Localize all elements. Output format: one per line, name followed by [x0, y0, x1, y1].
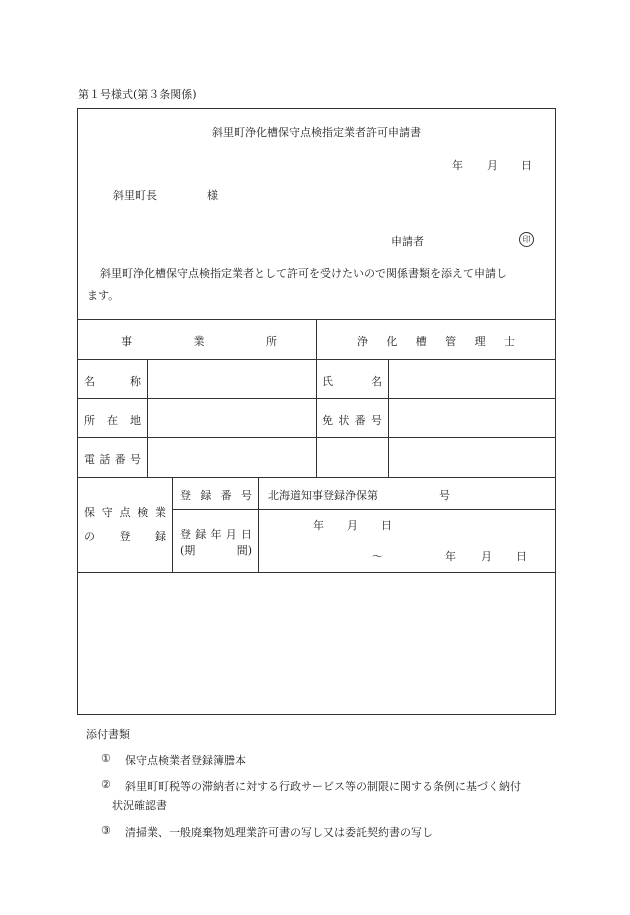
attachment-item: 清掃業、一般廃棄物処理業許可書の写し又は委託契約書の写し [125, 826, 433, 839]
reg-to-day: 日 [516, 550, 527, 563]
registration-number-prefix: 北海道知事登録浄保第 [268, 489, 378, 502]
table-column-divider [172, 477, 173, 572]
attachment-number: ② [101, 778, 111, 791]
table-row-border [77, 477, 556, 478]
table-column-divider [388, 359, 389, 477]
attachment-number: ① [101, 752, 111, 765]
addressee-name: 斜里町長 [113, 189, 157, 202]
period-tilde: ～ [372, 550, 383, 563]
form-number-label: 第１号様式(第３条関係) [78, 88, 197, 101]
reg-from-month: 月 [347, 519, 358, 532]
addressee-honorific: 様 [207, 189, 218, 202]
office-name-label: 名 称 [84, 375, 141, 388]
table-row-border [172, 509, 556, 510]
application-statement: 斜里町浄化槽保守点検指定業者として許可を受けたいので関係書類を添えて申請し [100, 267, 507, 280]
form-title: 斜里町浄化槽保守点検指定業者許可申請書 [212, 126, 421, 139]
office-header: 事 業 所 [121, 335, 277, 348]
table-column-divider [258, 477, 259, 572]
attachments-heading: 添付書類 [86, 728, 130, 741]
maintenance-registration-label-line2: の 登 録 [84, 530, 166, 543]
registration-number-suffix: 号 [439, 489, 450, 502]
reg-from-year: 年 [313, 519, 324, 532]
manager-name-label: 氏 名 [322, 375, 382, 388]
applicant-label: 申請者 [391, 235, 424, 248]
septic-manager-header: 浄 化 槽 管 理 士 [357, 335, 515, 348]
maintenance-registration-label: 保 守 点 検 業 [84, 506, 166, 519]
registration-period-label: (期 間) [180, 544, 252, 557]
table-column-divider [147, 359, 148, 477]
license-number-label: 免 状 番 号 [322, 414, 382, 427]
table-bottom-border [77, 572, 556, 573]
reg-from-day: 日 [381, 519, 392, 532]
attachment-item: 斜里町町税等の滞納者に対する行政サービス等の制限に関する条例に基づく納付 [125, 780, 521, 793]
attachment-item-continued: 状況確認書 [112, 799, 167, 812]
table-column-divider [316, 319, 317, 477]
date-month: 月 [487, 159, 498, 172]
registration-date-label: 登 録 年 月 日 [180, 528, 252, 541]
attachment-item: 保守点検業者登録簿謄本 [125, 754, 246, 767]
seal-mark: 印 [519, 232, 534, 247]
reg-to-year: 年 [445, 550, 456, 563]
application-statement-continued: ます。 [87, 289, 120, 302]
registration-number-label: 登 録 番 号 [180, 489, 252, 502]
date-year: 年 [452, 159, 463, 172]
date-day: 日 [521, 159, 532, 172]
reg-to-month: 月 [481, 550, 492, 563]
office-phone-label: 電 話 番 号 [84, 453, 141, 466]
attachment-number: ③ [101, 824, 111, 837]
office-address-label: 所 在 地 [84, 414, 141, 427]
